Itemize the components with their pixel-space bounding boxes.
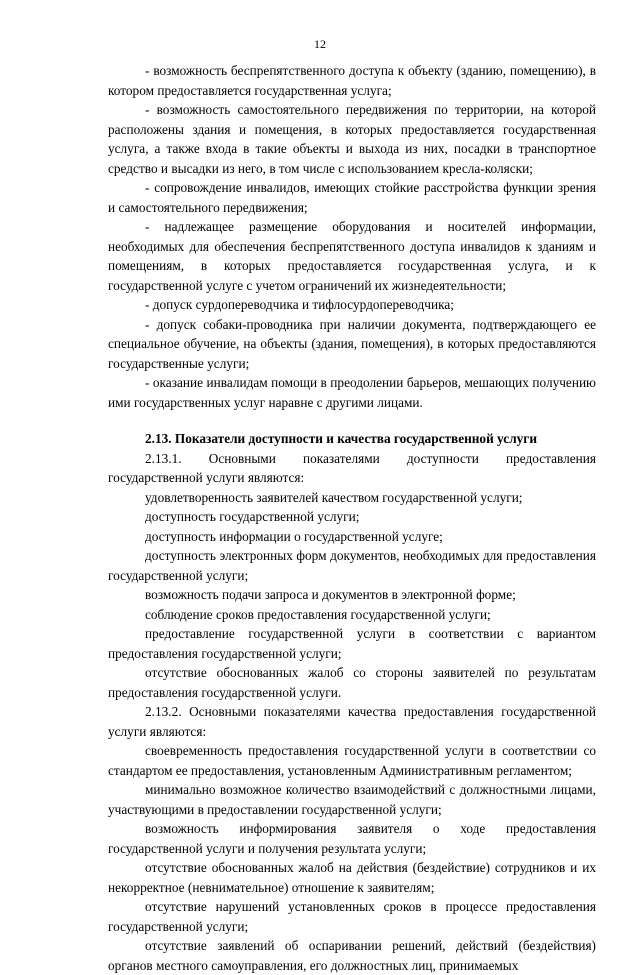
paragraph: - допуск собаки-проводника при наличии документа, подтверждающего ее специальное обучение, на объекты (здания, помещения), в которых предоставляются государственные услуги; — [108, 316, 596, 371]
list-item: отсутствие нарушений установленных сроков в процессе предоставления государственной услуги; — [108, 899, 596, 934]
page-number: 12 — [314, 37, 326, 51]
paragraph-gap — [108, 412, 596, 429]
list-item: соблюдение сроков предоставления государственной услуги; — [145, 606, 491, 622]
paragraph: - возможность самостоятельного передвижения по территории, на которой расположены здания и помещения, в которых предоставляется государственная услуга, а также входа в такие объекты и выхода из них, посадки в транспортное средство и высадки из него, в том числе с использованием кресла-коляски; — [108, 102, 596, 176]
page-content — [108, 61, 596, 975]
paragraph: - оказание инвалидам помощи в преодолении барьеров, мешающих получению ими государственных услуг наравне с другими лицами. — [108, 375, 596, 410]
list-item: доступность государственной услуги; — [145, 509, 360, 524]
list-item: предоставление государственной услуги в соответствии с вариантом предоставления государственной услуги; — [108, 626, 596, 661]
list-item: отсутствие обоснованных жалоб со стороны заявителей по результатам предоставления государственной услуги. — [108, 665, 596, 700]
paragraph: - сопровождение инвалидов, имеющих стойкие расстройства функции зрения и самостоятельного передвижения; — [108, 180, 596, 215]
list-item: минимально возможное количество взаимодействий с должностными лицами, участвующими в предоставлении государственной услуги; — [108, 782, 596, 817]
paragraph: 2.13.2. Основными показателями качества предоставления государственной услуги являются: — [108, 704, 596, 739]
paragraph: - надлежащее размещение оборудования и носителей информации, необходимых для обеспечения беспрепятственного доступа инвалидов к зданиям и помещениям, в которых предоставляется государственная услуга, и к государственной услуге с учетом ограничений их жизнедеятельности; — [108, 219, 596, 293]
paragraph: - допуск сурдопереводчика и тифлосурдопереводчика; — [145, 297, 454, 312]
list-item: отсутствие обоснованных жалоб на действия (бездействие) сотрудников и их некорректное (невнимательное) отношение к заявителям; — [108, 860, 596, 895]
list-item: отсутствие заявлений об оспаривании решений, действий (бездействия) органов местного самоуправления, его должностных лиц, принимаемых — [108, 938, 596, 973]
list-item: возможность подачи запроса и документов в электронной форме; — [145, 587, 516, 602]
list-item: удовлетворенность заявителей качеством государственной услуги; — [145, 489, 523, 505]
paragraph: 2.13.1. Основными показателями доступности предоставления государственной услуги являются: — [108, 450, 596, 485]
paragraph: - возможность беспрепятственного доступа к объекту (зданию, помещению), в котором предоставляется государственная услуга; — [108, 63, 596, 98]
list-item: доступность электронных форм документов, необходимых для предоставления государственной услуги; — [108, 548, 596, 583]
section-heading: 2.13. Показатели доступности и качества государственной услуги — [145, 431, 538, 446]
list-item: доступность информации о государственной услуге; — [145, 528, 443, 544]
list-item: возможность информирования заявителя о ходе предоставления государственной услуги и получения результата услуги; — [108, 821, 596, 856]
list-item: своевременность предоставления государственной услуги в соответствии со стандартом ее предоставления, установленным Административным регламентом; — [108, 743, 596, 778]
